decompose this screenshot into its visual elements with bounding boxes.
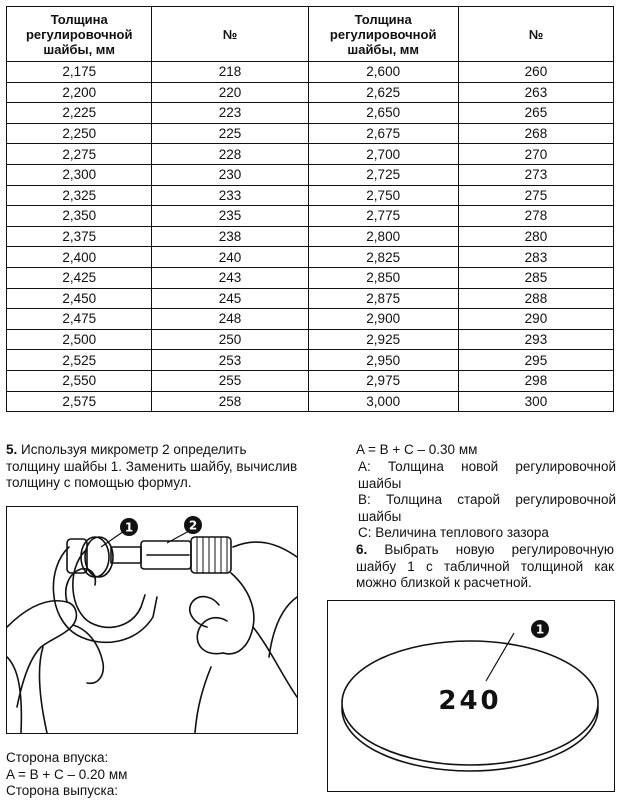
number-cell: 218 [152, 62, 308, 83]
number-cell: 235 [152, 206, 308, 227]
shim-number-label: 240 [438, 686, 502, 716]
legend-a: A: Толщина новой регулировочной шайбы [358, 459, 616, 491]
number-cell: 290 [458, 309, 613, 330]
table-row [7, 185, 614, 206]
number-cell: 233 [152, 185, 308, 206]
thickness-cell: 2,850 [308, 267, 458, 288]
number-cell: 273 [458, 164, 613, 185]
thickness-cell: 2,400 [7, 247, 152, 268]
number-cell: 220 [152, 82, 308, 103]
thickness-cell: 2,350 [7, 206, 152, 227]
thickness-cell: 2,900 [308, 309, 458, 330]
micrometer-figure [6, 506, 298, 734]
number-cell: 245 [152, 288, 308, 309]
header-number-1: № [152, 7, 308, 62]
thickness-cell: 2,550 [7, 370, 152, 391]
thickness-cell: 2,575 [7, 391, 152, 412]
step-5-number: 5. [6, 442, 18, 457]
thickness-cell: 2,500 [7, 329, 152, 350]
intake-label: Сторона впуска: [6, 750, 109, 765]
number-cell: 238 [152, 226, 308, 247]
number-cell: 298 [458, 370, 613, 391]
table-row [7, 267, 614, 288]
thickness-cell: 3,000 [308, 391, 458, 412]
thickness-cell: 2,425 [7, 267, 152, 288]
shim-callout-1: 1 [535, 622, 545, 637]
table-row [7, 103, 614, 124]
number-cell: 240 [152, 247, 308, 268]
number-cell: 280 [458, 226, 613, 247]
thickness-cell: 2,375 [7, 226, 152, 247]
table-row [7, 329, 614, 350]
table-row [7, 288, 614, 309]
table-body [7, 62, 614, 412]
thickness-cell: 2,650 [308, 103, 458, 124]
legend-b: B: Толщина старой регулировочной шайбы [358, 492, 616, 524]
number-cell: 258 [152, 391, 308, 412]
micrometer-illustration [7, 507, 297, 733]
intake-block [6, 750, 266, 800]
thickness-cell: 2,275 [7, 144, 152, 165]
number-cell: 223 [152, 103, 308, 124]
shim-figure [327, 600, 615, 792]
number-cell: 260 [458, 62, 613, 83]
number-cell: 228 [152, 144, 308, 165]
number-cell: 295 [458, 350, 613, 371]
thickness-cell: 2,300 [7, 164, 152, 185]
header-thickness-2: Толщина регулировочной шайбы, мм [308, 7, 458, 62]
number-cell: 288 [458, 288, 613, 309]
shim-thickness-table [6, 6, 614, 412]
number-cell: 270 [458, 144, 613, 165]
thickness-cell: 2,450 [7, 288, 152, 309]
table-row [7, 144, 614, 165]
number-cell: 263 [458, 82, 613, 103]
table-header-row [7, 7, 614, 62]
table-row [7, 164, 614, 185]
thickness-cell: 2,975 [308, 370, 458, 391]
number-cell: 243 [152, 267, 308, 288]
thickness-cell: 2,475 [7, 309, 152, 330]
thickness-cell: 2,200 [7, 82, 152, 103]
thickness-cell: 2,175 [7, 62, 152, 83]
thickness-cell: 2,625 [308, 82, 458, 103]
table-row [7, 226, 614, 247]
thickness-cell: 2,675 [308, 123, 458, 144]
table-row [7, 206, 614, 227]
table-row [7, 123, 614, 144]
table-row [7, 350, 614, 371]
thickness-cell: 2,750 [308, 185, 458, 206]
thickness-cell: 2,325 [7, 185, 152, 206]
table-row [7, 82, 614, 103]
number-cell: 300 [458, 391, 613, 412]
number-cell: 250 [152, 329, 308, 350]
number-cell: 230 [152, 164, 308, 185]
thickness-cell: 2,525 [7, 350, 152, 371]
intake-formula: A = B + C – 0.20 мм [6, 766, 128, 782]
number-cell: 265 [458, 103, 613, 124]
number-cell: 268 [458, 123, 613, 144]
number-cell: 278 [458, 206, 613, 227]
table-row [7, 309, 614, 330]
exhaust-formula: A = B + C – 0.30 мм [356, 442, 478, 457]
thickness-cell: 2,825 [308, 247, 458, 268]
step-5-text: Используя микрометр 2 определить толщину шайбы 1. Заменить шайбу, вычислив толщину с помощью формул. [6, 442, 298, 490]
thickness-cell: 2,775 [308, 206, 458, 227]
step-6 [356, 542, 614, 592]
thickness-cell: 2,225 [7, 103, 152, 124]
thickness-cell: 2,700 [308, 144, 458, 165]
number-cell: 255 [152, 370, 308, 391]
number-cell: 225 [152, 123, 308, 144]
table-row [7, 247, 614, 268]
number-cell: 248 [152, 309, 308, 330]
table-row [7, 62, 614, 83]
shim-illustration [328, 601, 614, 791]
callout-1: 1 [124, 520, 134, 535]
legend-c: C: Величина теплового зазора [358, 525, 549, 540]
number-cell: 275 [458, 185, 613, 206]
thickness-cell: 2,600 [308, 62, 458, 83]
thickness-cell: 2,875 [308, 288, 458, 309]
header-thickness-1: Толщина регулировочной шайбы, мм [7, 7, 152, 62]
number-cell: 285 [458, 267, 613, 288]
exhaust-label: Сторона выпуска: [6, 783, 119, 798]
thickness-cell: 2,250 [7, 123, 152, 144]
step-5 [6, 442, 302, 492]
callout-2: 2 [188, 518, 198, 533]
number-cell: 293 [458, 329, 613, 350]
thickness-cell: 2,925 [308, 329, 458, 350]
number-cell: 253 [152, 350, 308, 371]
header-number-2: № [458, 7, 613, 62]
step-6-number: 6. [356, 542, 368, 557]
number-cell: 283 [458, 247, 613, 268]
thickness-cell: 2,800 [308, 226, 458, 247]
step-6-text: Выбрать новую регулировочную шайбу 1 с табличной толщиной как можно близкой к расчетной. [356, 542, 614, 590]
table-row [7, 391, 614, 412]
thickness-cell: 2,725 [308, 164, 458, 185]
thickness-cell: 2,950 [308, 350, 458, 371]
table-row [7, 370, 614, 391]
